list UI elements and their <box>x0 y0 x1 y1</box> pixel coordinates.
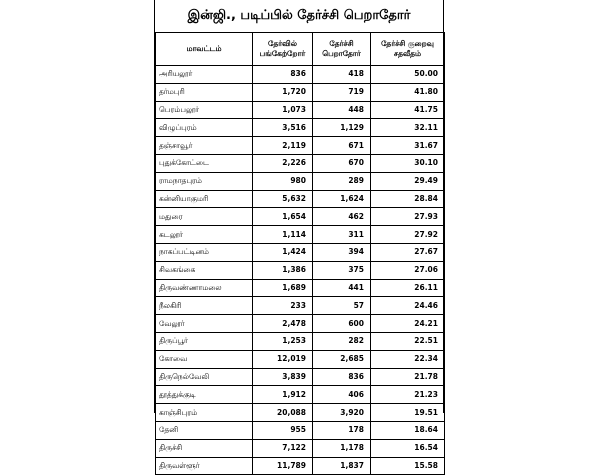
cell-fail-percent: 21.23 <box>371 386 445 404</box>
cell-appeared: 1,253 <box>253 332 313 350</box>
cell-fail-percent: 28.84 <box>371 190 445 208</box>
cell-appeared: 2,226 <box>253 154 313 172</box>
table-row <box>156 315 445 333</box>
table-body <box>156 66 445 475</box>
cell-failed: 836 <box>313 368 371 386</box>
column-header-appeared: தேர்வில் பங்கேற்றோர் <box>253 33 313 66</box>
cell-failed: 3,920 <box>313 404 371 422</box>
table-row <box>156 368 445 386</box>
table-row <box>156 350 445 368</box>
cell-failed: 178 <box>313 421 371 439</box>
cell-failed: 600 <box>313 315 371 333</box>
cell-district: திருச்சி <box>156 439 253 457</box>
cell-appeared: 1,424 <box>253 243 313 261</box>
cell-district: தஞ்சாவூர் <box>156 137 253 155</box>
cell-failed: 719 <box>313 83 371 101</box>
table-row <box>156 332 445 350</box>
cell-fail-percent: 41.80 <box>371 83 445 101</box>
cell-fail-percent: 22.51 <box>371 332 445 350</box>
cell-failed: 1,129 <box>313 119 371 137</box>
cell-fail-percent: 50.00 <box>371 66 445 84</box>
cell-fail-percent: 24.46 <box>371 297 445 315</box>
cell-appeared: 7,122 <box>253 439 313 457</box>
cell-district: ராமநாதபுரம் <box>156 172 253 190</box>
cell-appeared: 836 <box>253 66 313 84</box>
cell-district: மதுரை <box>156 208 253 226</box>
cell-fail-percent: 31.67 <box>371 137 445 155</box>
cell-failed: 406 <box>313 386 371 404</box>
cell-failed: 1,837 <box>313 457 371 475</box>
table-row <box>156 208 445 226</box>
cell-district: தூத்துக்குடி <box>156 386 253 404</box>
cell-appeared: 980 <box>253 172 313 190</box>
table-row <box>156 243 445 261</box>
cell-failed: 671 <box>313 137 371 155</box>
table-row <box>156 226 445 244</box>
cell-appeared: 1,654 <box>253 208 313 226</box>
cell-appeared: 1,720 <box>253 83 313 101</box>
column-header-district: மாவட்டம் <box>156 33 253 66</box>
cell-district: தேனி <box>156 421 253 439</box>
cell-district: திருவண்ணாமலை <box>156 279 253 297</box>
cell-fail-percent: 24.21 <box>371 315 445 333</box>
cell-district: திருப்பூர் <box>156 332 253 350</box>
cell-appeared: 1,689 <box>253 279 313 297</box>
cell-district: சிவகங்கை <box>156 261 253 279</box>
cell-failed: 289 <box>313 172 371 190</box>
table-row <box>156 261 445 279</box>
cell-failed: 1,624 <box>313 190 371 208</box>
cell-failed: 57 <box>313 297 371 315</box>
cell-fail-percent: 18.64 <box>371 421 445 439</box>
cell-appeared: 3,516 <box>253 119 313 137</box>
results-table <box>155 32 445 475</box>
cell-district: கோவை <box>156 350 253 368</box>
cell-district: கடலூர் <box>156 226 253 244</box>
cell-failed: 441 <box>313 279 371 297</box>
cell-appeared: 233 <box>253 297 313 315</box>
cell-failed: 2,685 <box>313 350 371 368</box>
column-header-fail-percent: தேர்ச்சி குறைவு சதவீதம் <box>371 33 445 66</box>
table-row <box>156 279 445 297</box>
cell-district: விழுப்புரம் <box>156 119 253 137</box>
cell-district: நீலகிரி <box>156 297 253 315</box>
cell-fail-percent: 16.54 <box>371 439 445 457</box>
cell-fail-percent: 32.11 <box>371 119 445 137</box>
table-row <box>156 137 445 155</box>
cell-appeared: 955 <box>253 421 313 439</box>
cell-district: வேலூர் <box>156 315 253 333</box>
cell-fail-percent: 27.93 <box>371 208 445 226</box>
cell-failed: 375 <box>313 261 371 279</box>
table-row <box>156 297 445 315</box>
cell-fail-percent: 27.06 <box>371 261 445 279</box>
cell-appeared: 12,019 <box>253 350 313 368</box>
cell-appeared: 3,839 <box>253 368 313 386</box>
cell-district: நாகப்பட்டினம் <box>156 243 253 261</box>
table-row <box>156 457 445 475</box>
cell-fail-percent: 26.11 <box>371 279 445 297</box>
document-sheet <box>154 0 444 470</box>
cell-appeared: 1,386 <box>253 261 313 279</box>
cell-district: காஞ்சிபுரம் <box>156 404 253 422</box>
cell-fail-percent: 27.92 <box>371 226 445 244</box>
table-row <box>156 83 445 101</box>
column-header-failed: தேர்ச்சி பெறாதோர் <box>313 33 371 66</box>
cell-failed: 418 <box>313 66 371 84</box>
cell-failed: 448 <box>313 101 371 119</box>
cell-fail-percent: 27.67 <box>371 243 445 261</box>
cell-failed: 1,178 <box>313 439 371 457</box>
table-row <box>156 172 445 190</box>
cell-appeared: 2,119 <box>253 137 313 155</box>
cell-fail-percent: 22.34 <box>371 350 445 368</box>
cell-appeared: 5,632 <box>253 190 313 208</box>
cell-appeared: 2,478 <box>253 315 313 333</box>
page-title: இன்ஜி., படிப்பில் தேர்ச்சி பெறாதோர் <box>187 8 411 23</box>
cell-fail-percent: 15.58 <box>371 457 445 475</box>
cell-appeared: 1,073 <box>253 101 313 119</box>
cell-district: புதுக்கோட்டை <box>156 154 253 172</box>
cell-appeared: 11,789 <box>253 457 313 475</box>
table-row <box>156 119 445 137</box>
cell-fail-percent: 41.75 <box>371 101 445 119</box>
cell-appeared: 1,912 <box>253 386 313 404</box>
cell-failed: 670 <box>313 154 371 172</box>
cell-failed: 394 <box>313 243 371 261</box>
cell-appeared: 1,114 <box>253 226 313 244</box>
cell-fail-percent: 29.49 <box>371 172 445 190</box>
cell-district: திருவள்ளூர் <box>156 457 253 475</box>
table-row <box>156 439 445 457</box>
table-row <box>156 421 445 439</box>
cell-district: அரியலூர் <box>156 66 253 84</box>
cell-fail-percent: 30.10 <box>371 154 445 172</box>
cell-fail-percent: 21.78 <box>371 368 445 386</box>
cell-district: தர்மபுரி <box>156 83 253 101</box>
table-header-row <box>156 33 445 66</box>
cell-appeared: 20,088 <box>253 404 313 422</box>
cell-failed: 462 <box>313 208 371 226</box>
cell-district: திருநெல்வேலி <box>156 368 253 386</box>
table-row <box>156 154 445 172</box>
cell-district: பெரம்பலூர் <box>156 101 253 119</box>
cell-failed: 311 <box>313 226 371 244</box>
table-row <box>156 101 445 119</box>
cell-failed: 282 <box>313 332 371 350</box>
table-row <box>156 190 445 208</box>
cell-fail-percent: 19.51 <box>371 404 445 422</box>
table-row <box>156 386 445 404</box>
table-row <box>156 66 445 84</box>
cell-district: கன்னியாகுமரி <box>156 190 253 208</box>
